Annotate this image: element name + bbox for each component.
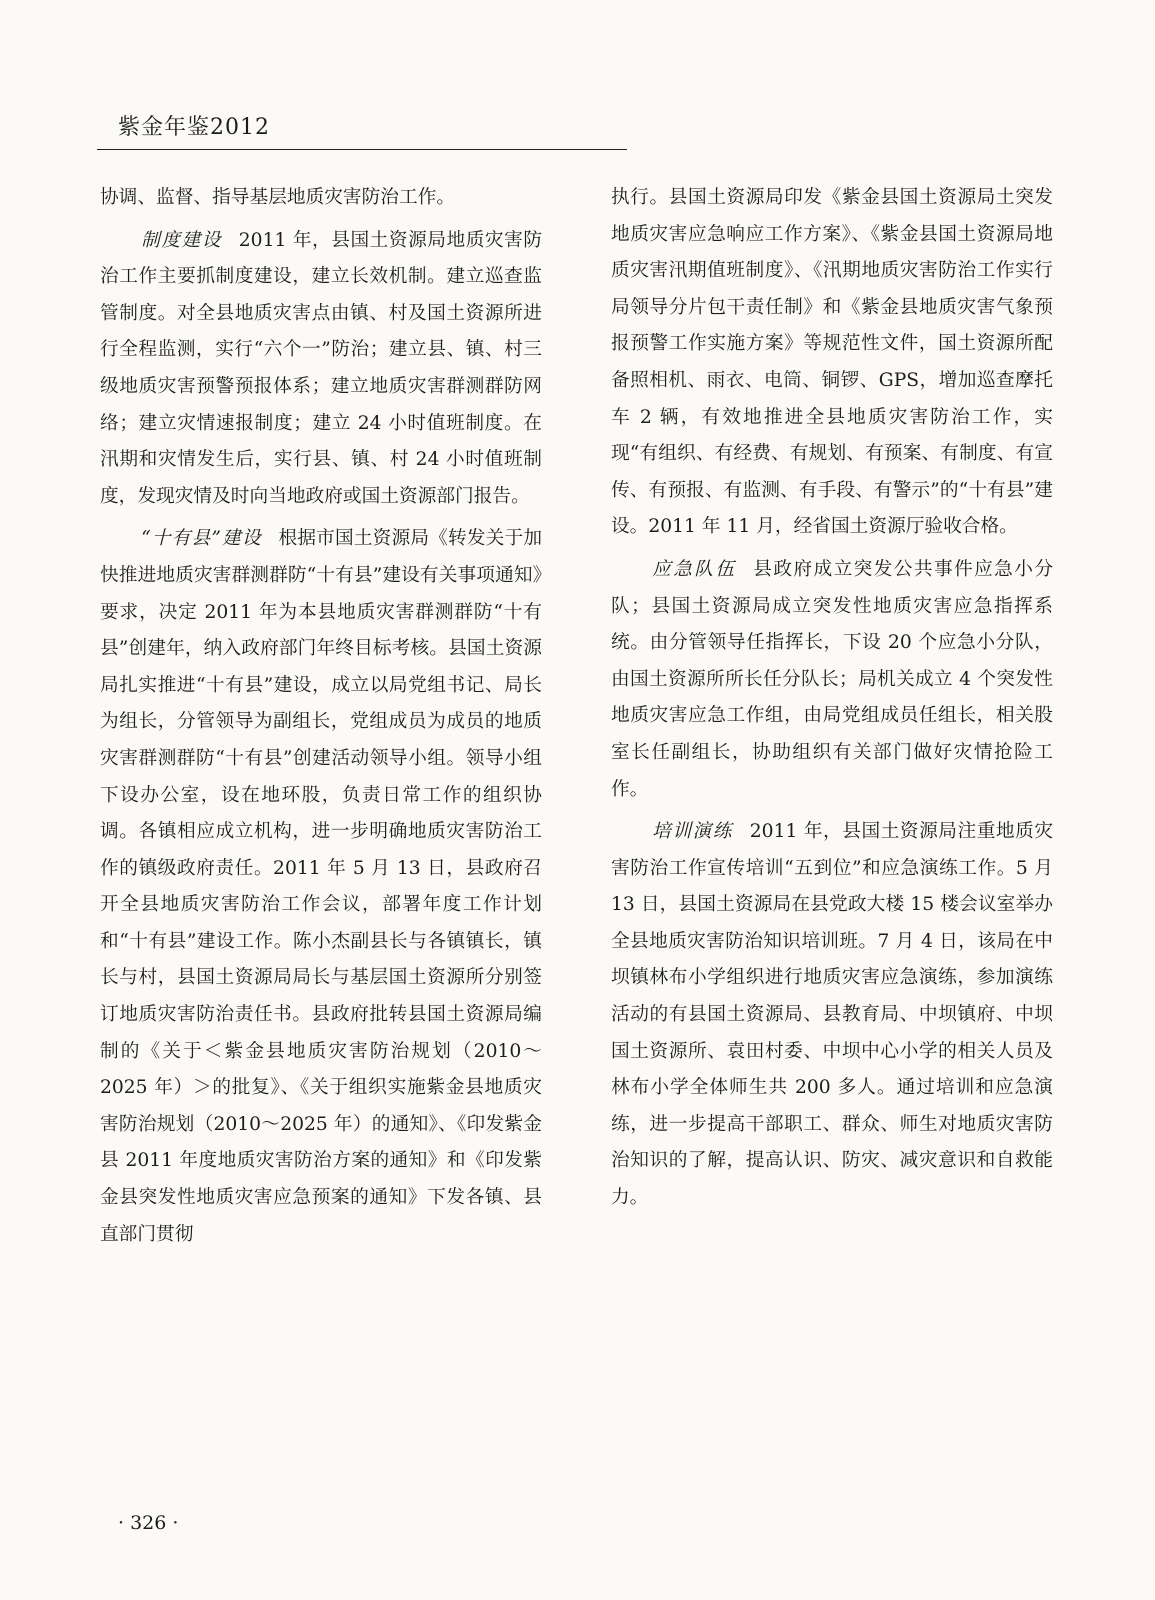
section-body-system: 2011 年，县国土资源局地质灾害防治工作主要抓制度建设，建立长效机制。建立巡查监管制度。对全县地质灾害点由镇、村及国土资源所进行全程监测，实行“六个一”防治；建立县、镇、村三级地质灾害预警预报体系；建立地质灾害群测群防网络；建立灾情速报制度；建立 24 小时值班制度。在汛期和灾情发生后，实行县、镇、村 24 小时值班制度，发现灾情及时向当地政府或国土资源部门报告。 (100, 229, 543, 507)
right-paragraph-3 (611, 814, 1053, 1217)
right-paragraph-2 (611, 552, 1053, 808)
section-heading-system: 制度建设 (141, 229, 222, 251)
right-column (611, 180, 1053, 1217)
header-divider (97, 149, 627, 150)
section-heading-emergency-team: 应急队伍 (652, 558, 737, 580)
section-heading-ten-county: “十有县”建设 (141, 528, 262, 550)
section-body-ten-county: 根据市国土资源局《转发关于加快推进地质灾害群测群防“十有县”建设有关事项通知》要求，决定 2011 年为本县地质灾害群测群防“十有县”创建年，纳入政府部门年终目标考核。县国土资源局扎实推进“十有县”建设，成立以局党组书记、局长为组长，分管领导为副组长，党组成员为成员的地质灾害群测群防“十有县”创建活动领导小组。领导小组下设办公室，设在地环股，负责日常工作的组织协调。各镇相应成立机构，进一步明确地质灾害防治工作的镇级政府责任。2011 年 5 月 13 日，县政府召开全县地质灾害防治工作会议，部署年度工作计划和“十有县”建设工作。陈小杰副县长与各镇镇长，镇长与村，县国土资源局局长与基层国土资源所分别签订地质灾害防治责任书。县政府批转县国土资源局编制的《关于＜紫金县地质灾害防治规划（2010～2025 年）＞的批复》、《关于组织实施紫金县地质灾害防治规划（2010～2025 年）的通知》、《印发紫金县 2011 年度地质灾害防治方案的通知》和《印发紫金县突发性地质灾害应急预案的通知》下发各镇、县直部门贯彻 (100, 528, 543, 1245)
running-header: 紫金年鉴2012 (118, 115, 270, 140)
right-paragraph-1: 执行。县国土资源局印发《紫金县国土资源局土突发地质灾害应急响应工作方案》、《紫金县国土资源局地质灾害汛期值班制度》、《汛期地质灾害防治工作实行局领导分片包干责任制》和《紫金县地质灾害气象预报预警工作实施方案》等规范性文件，国土资源所配备照相机、雨衣、电筒、铜锣、GPS，增加巡查摩托车 2 辆，有效地推进全县地质灾害防治工作，实现“有组织、有经费、有规划、有预案、有制度、有宣传、有预报、有监测、有手段、有警示”的“十有县”建设。2011 年 11 月，经省国土资源厅验收合格。 (611, 187, 1053, 538)
section-body-training-drill: 2011 年，县国土资源局注重地质灾害防治工作宣传培训“五到位”和应急演练工作。5 月 13 日，县国土资源局在县党政大楼 15 楼会议室举办全县地质灾害防治知识培训班。7 月 4 日，该局在中坝镇林布小学组织进行地质灾害应急演练，参加演练活动的有县国土资源局、县教育局、中坝镇府、中坝国土资源所、袁田村委、中坝中心小学的相关人员及林布小学全体师生共 200 多人。通过培训和应急演练，进一步提高干部职工、群众、师生对地质灾害防治知识的了解，提高认识、防灾、减灾意识和自救能力。 (611, 821, 1054, 1209)
page-number: · 326 · (118, 1512, 179, 1534)
left-paragraph-1: 协调、监督、指导基层地质灾害防治工作。 (100, 187, 456, 208)
left-column (100, 180, 542, 1253)
section-heading-training-drill: 培训演练 (652, 821, 733, 843)
left-paragraph-3 (100, 521, 542, 1253)
left-paragraph-2 (100, 223, 542, 516)
section-body-emergency-team: 县政府成立突发公共事件应急小分队；县国土资源局成立突发性地质灾害应急指挥系统。由分管领导任指挥长，下设 20 个应急小分队，由国土资源所所长任分队长；局机关成立 4 个突发性地质灾害应急工作组，由局党组成员任组长，相关股室长任副组长，协助组织有关部门做好灾情抢险工作。 (611, 558, 1054, 800)
